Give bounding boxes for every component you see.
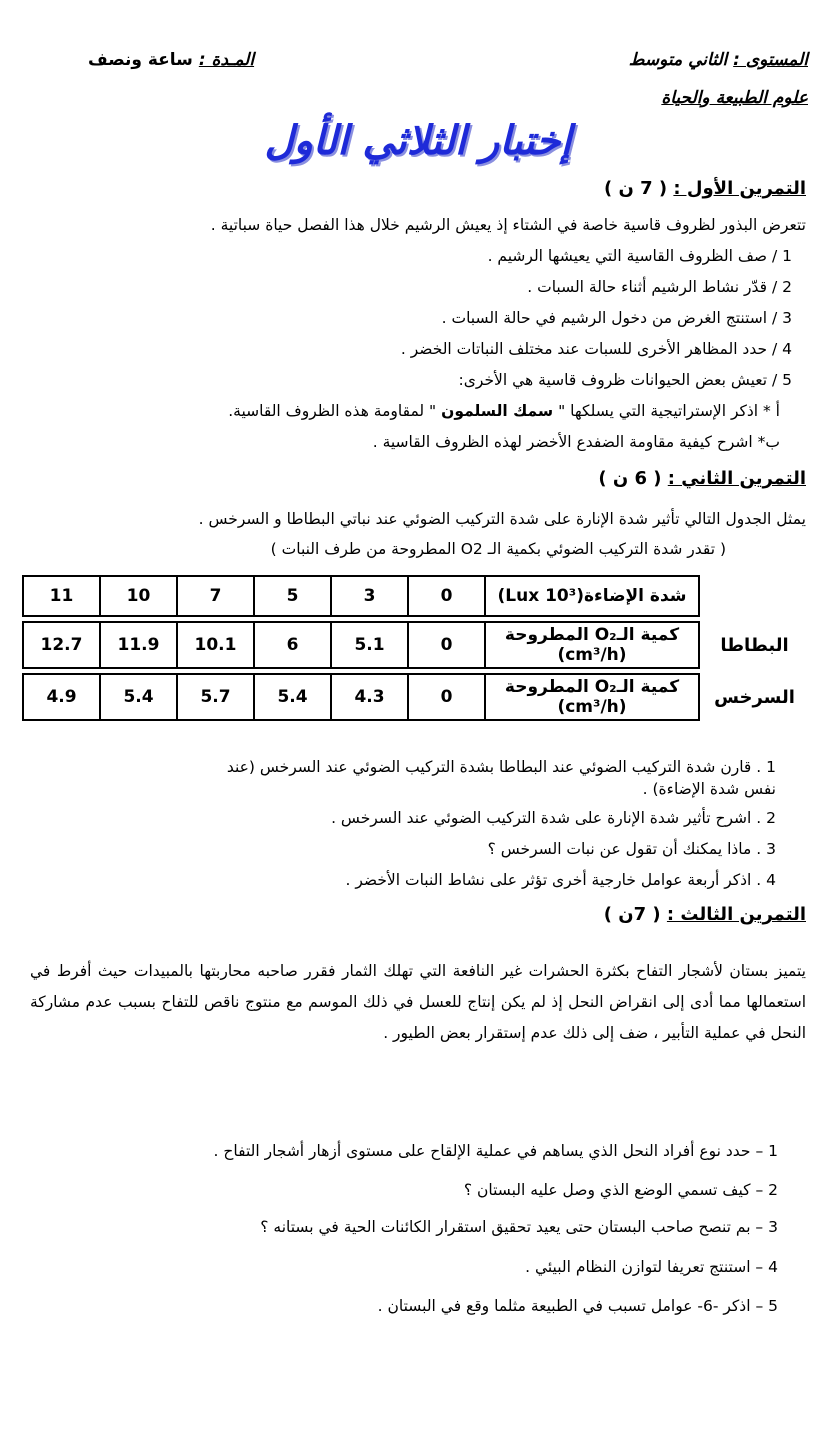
- table-row: [23, 622, 809, 668]
- ex1-q3: 3 / استنتج الغرض من دخول الرشيم في حالة السبات .: [441, 309, 792, 327]
- ex1-q4: 4 / حدد المظاهر الأخرى للسبات عند مختلف النباتات الخضر .: [400, 340, 792, 358]
- ex3-q3: 3 – بم تنصح صاحب البستان حتى يعيد تحقيق استقرار الكائنات الحية في بستانه ؟: [260, 1218, 778, 1236]
- ex2-intro: يمثل الجدول التالي تأثير شدة الإنارة على شدة التركيب الضوئي عند نباتي البطاطا و السرخس .: [198, 510, 806, 528]
- ex1-q2: 2 / قدّر نشاط الرشيم أثناء حالة السبات .: [527, 278, 792, 296]
- level-label: المستوى :: [733, 50, 808, 70]
- duration-line: [88, 50, 254, 70]
- ex1-intro: تتعرض البذور لظروف قاسية خاصة في الشتاء إذ يعيش الرشيم خلال هذا الفصل حياة سباتية .: [210, 216, 806, 234]
- ex3-q5: 5 – اذكر -6- عوامل تسبب في الطبيعة مثلما وقع في البستان .: [377, 1297, 778, 1315]
- ex2-points: ( 6 ن ): [598, 468, 662, 489]
- table-cell: 5.4: [100, 674, 177, 720]
- ex3-paragraph: يتميز بستان لأشجار التفاح بكثرة الحشرات غير النافعة التي تهلك الثمار فقرر صاحبه محاربتها بالمبيدات حيث أفرط في استعمالها مما أدى إلى انقراض النحل إذ لم يكن إنتاج للعسل في ذلك الموسم مع منتوج ناقص للتفاح بسبب عدم مشاركة النحل في عملية التأبير ، ضف إلى ذلك عدم إستقرار بعض الطيور .: [30, 962, 806, 1042]
- ex2-note: ( تقدر شدة التركيب الضوئي بكمية الـ O2 المطروحة من طرف النبات ): [270, 540, 726, 558]
- light-value: 3: [331, 576, 408, 616]
- light-header: شدة الإضاءة(10³ Lux): [485, 576, 699, 616]
- table-cell: 5.1: [331, 622, 408, 668]
- duration-label: المـدة :: [198, 50, 255, 70]
- exam-title: إختبار الثلاثي الأول: [264, 118, 572, 164]
- plant-name: السرخس: [714, 686, 795, 708]
- table-cell: 0: [408, 622, 485, 668]
- o2-label: كمية الـO₂ المطروحة (cm³/h): [485, 674, 699, 720]
- ex3-q4: 4 – استنتج تعريفا لتوازن النظام البيئي .: [525, 1258, 778, 1276]
- ex1-heading: التمرين الأول :: [673, 178, 806, 199]
- ex2-heading-line: [598, 468, 806, 489]
- ex3-points: ( 7ن ): [603, 904, 661, 925]
- table-cell: 5.7: [177, 674, 254, 720]
- ex2-heading: التمرين الثاني :: [667, 468, 806, 489]
- light-value: 0: [408, 576, 485, 616]
- light-value: 5: [254, 576, 331, 616]
- ex3-heading: التمرين الثالث :: [666, 904, 806, 925]
- light-value: 7: [177, 576, 254, 616]
- ex1-q5b: ب* اشرح كيفية مقاومة الضفدع الأخضر لهذه الظروف القاسية .: [372, 433, 780, 451]
- duration-value: ساعة ونصف: [88, 50, 193, 70]
- light-value: 10: [100, 576, 177, 616]
- table-cell: 10.1: [177, 622, 254, 668]
- table-cell: 5.4: [254, 674, 331, 720]
- o2-label: كمية الـO₂ المطروحة (cm³/h): [485, 622, 699, 668]
- ex3-q2: 2 – كيف تسمي الوضع الذي وصل عليه البستان ؟: [463, 1181, 778, 1199]
- table-row: [23, 674, 809, 720]
- table-cell: 4.3: [331, 674, 408, 720]
- ex1-q5a-pre: أ * اذكر الإستراتيجية التي يسلكها ": [558, 402, 780, 420]
- table-cell: 0: [408, 674, 485, 720]
- table-header-row: [23, 576, 809, 616]
- ex3-q1: 1 – حدد نوع أفراد النحل الذي يساهم في عملية الإلقاح على مستوى أزهار أشجار التفاح .: [213, 1142, 778, 1160]
- table-corner: [699, 576, 809, 616]
- ex3-heading-line: [604, 904, 806, 925]
- level-line: [629, 50, 808, 70]
- ex1-q5a-bold: سمك السلمون: [441, 402, 554, 420]
- ex2-q4: 4 . اذكر أربعة عوامل خارجية أخرى تؤثر على نشاط النبات الأخضر .: [345, 871, 776, 889]
- plant-name: البطاطا: [720, 634, 789, 656]
- table-cell: 6: [254, 622, 331, 668]
- ex2-q2: 2 . اشرح تأثير شدة الإنارة على شدة التركيب الضوئي عند السرخس .: [331, 809, 776, 827]
- ex2-q1b: نفس شدة الإضاءة) .: [642, 780, 776, 798]
- table-cell: 11.9: [100, 622, 177, 668]
- table-cell: 4.9: [23, 674, 100, 720]
- data-table: [22, 575, 809, 721]
- ex1-q5: 5 / تعيش بعض الحيوانات ظروف قاسية هي الأخرى:: [458, 371, 792, 389]
- ex1-q5a-post: " لمقاومة هذه الظروف القاسية.: [228, 402, 437, 420]
- light-value: 11: [23, 576, 100, 616]
- ex1-points: ( 7 ن ): [603, 178, 668, 199]
- subject: علوم الطبيعة والحياة: [661, 88, 808, 108]
- ex2-q1a: 1 . قارن شدة التركيب الضوئي عند البطاطا بشدة التركيب الضوئي عند السرخس (عند: [226, 758, 776, 776]
- ex1-q1: 1 / صف الظروف القاسية التي يعيشها الرشيم .: [487, 247, 792, 265]
- ex2-q3: 3 . ماذا يمكنك أن تقول عن نبات السرخس ؟: [487, 840, 776, 858]
- ex1-heading-line: [604, 178, 806, 199]
- ex1-q5a: [20, 400, 780, 422]
- level-value: الثاني متوسط: [628, 50, 728, 70]
- table-cell: 12.7: [23, 622, 100, 668]
